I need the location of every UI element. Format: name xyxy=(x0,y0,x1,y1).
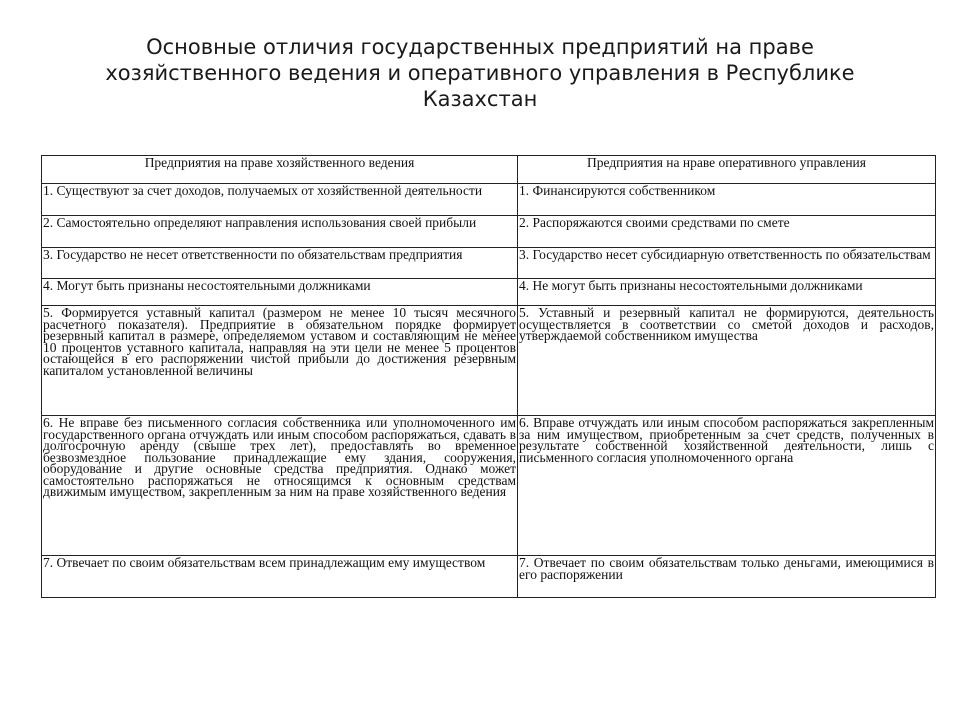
table-row xyxy=(42,306,936,416)
cell-operational-6: 6. Вправе отчуждать или иным способом распоряжаться закрепленным за ним имуществом, приобретенным за счет средств, полученных в результате собственной хозяйственной деятельности, лишь с письменного согласия уполномоченного органа xyxy=(518,416,936,556)
slide-title-line-1: Основные отличия государственных предприятий на праве xyxy=(146,35,814,59)
header-economic-management: Предприятия на праве хозяйственного ведения xyxy=(42,156,518,184)
table-row xyxy=(42,556,936,598)
comparison-table xyxy=(41,155,936,598)
cell-operational-4: 4. Не могут быть признаны несостоятельными должниками xyxy=(518,279,936,306)
slide-title-line-2: хозяйственного ведения и оперативного управления в Республике xyxy=(105,61,855,85)
cell-operational-3: 3. Государство несет субсидиарную ответственность по обязательствам xyxy=(518,248,936,279)
table-row xyxy=(42,216,936,248)
cell-operational-2: 2. Распоряжаются своими средствами по смете xyxy=(518,216,936,248)
slide-title-line-3: Казахстан xyxy=(422,87,538,111)
cell-operational-7: 7. Отвечает по своим обязательствам только деньгами, имеющимися в его распоряжении xyxy=(518,556,936,598)
cell-economic-3: 3. Государство не несет ответственности по обязательствам предприятия xyxy=(42,248,518,279)
cell-operational-5: 5. Уставный и резервный капитал не формируются, деятельность осуществляется в соответствии со сметой доходов и расходов, утверждаемой собственником имущества xyxy=(518,306,936,416)
cell-economic-4: 4. Могут быть признаны несостоятельными должниками xyxy=(42,279,518,306)
cell-economic-7: 7. Отвечает по своим обязательствам всем принадлежащим ему имуществом xyxy=(42,556,518,598)
header-operational-management: Предприятия на нраве оперативного управления xyxy=(518,156,936,184)
table-row xyxy=(42,416,936,556)
slide-title xyxy=(60,34,900,112)
table-row xyxy=(42,184,936,216)
table-row xyxy=(42,248,936,279)
table-header-row xyxy=(42,156,936,184)
cell-economic-6: 6. Не вправе без письменного согласия собственника или уполномоченного им государственного органа отчуждать или иным способом распоряжаться, сдавать в долгосрочную аренду (свыше трех лет), предоставлять во временное безвозмездное пользование принадлежащие ему здания, сооружения, оборудование и другие основные средства предприятия. Однако может самостоятельно распоряжаться не относящимся к основным средствам движимым имуществом, закрепленным за ним на праве хозяйственного ведения xyxy=(42,416,518,556)
cell-economic-5: 5. Формируется уставный капитал (размером не менее 10 тысяч месячного расчетного показателя). Предприятие в обязательном порядке формирует резервный капитал в размере, определяемом уставом и составляющим не менее 10 процентов уставного капитала, направляя на эти цели не менее 5 процентов остающейся в его распоряжении чистой прибыли до достижения резервным капиталом установленной величины xyxy=(42,306,518,416)
cell-operational-1: 1. Финансируются собственником xyxy=(518,184,936,216)
table-row xyxy=(42,279,936,306)
cell-economic-1: 1. Существуют за счет доходов, получаемых от хозяйственной деятельности xyxy=(42,184,518,216)
cell-economic-2: 2. Самостоятельно определяют направления использования своей прибыли xyxy=(42,216,518,248)
